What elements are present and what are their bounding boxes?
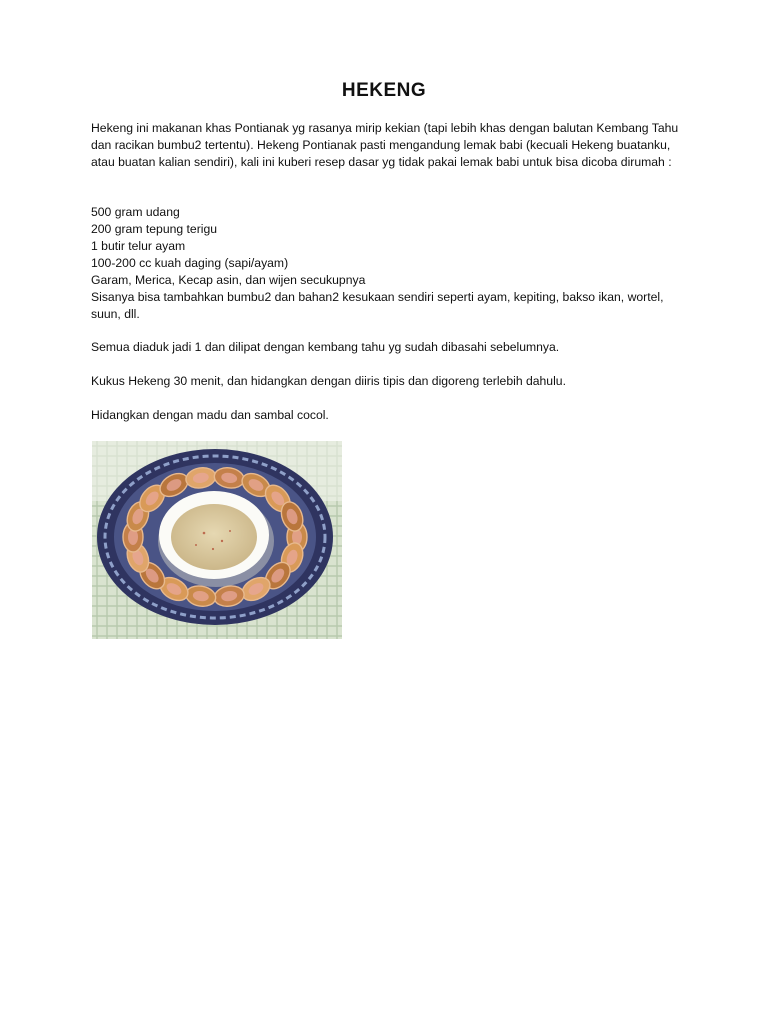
document-title: HEKENG bbox=[341, 80, 427, 101]
ingredient-item: Sisanya bisa tambahkan bumbu2 dan bahan2 kesukaan sendiri seperti ayam, kepiting, bakso ikan, wortel, suun, dll. bbox=[91, 290, 664, 321]
step-paragraph-steam: Kukus Hekeng 30 menit, dan hidangkan dengan diiris tipis dan digoreng terlebih dahulu. bbox=[91, 374, 566, 388]
ingredient-item: 1 butir telur ayam bbox=[91, 239, 186, 253]
intro-paragraph: Hekeng ini makanan khas Pontianak yg rasanya mirip kekian (tapi lebih khas dengan balutan Kembang Tahu dan racikan bumbu2 tertentu). Hekeng Pontianak pasti mengandung lemak babi (kecuali Hekeng buatanku, atau buatan kalian sendiri), kali ini kuberi resep dasar yg tidak pakai lemak babi untuk bisa dicoba dirumah : bbox=[91, 121, 679, 169]
ingredient-item: 200 gram tepung terigu bbox=[91, 222, 218, 236]
step-paragraph-mix: Semua diaduk jadi 1 dan dilipat dengan kembang tahu yg sudah dibasahi sebelumnya. bbox=[91, 340, 560, 354]
ingredient-item: 500 gram udang bbox=[91, 205, 180, 219]
hekeng-plate-illustration bbox=[92, 441, 342, 639]
step-paragraph-serve: Hidangkan dengan madu dan sambal cocol. bbox=[91, 408, 329, 422]
dipping-sauce bbox=[171, 504, 257, 570]
hekeng-photo bbox=[92, 441, 342, 639]
ingredient-item: 100-200 cc kuah daging (sapi/ayam) bbox=[91, 256, 289, 270]
ingredient-item: Garam, Merica, Kecap asin, dan wijen secukupnya bbox=[91, 273, 366, 287]
ingredient-list bbox=[91, 204, 681, 323]
